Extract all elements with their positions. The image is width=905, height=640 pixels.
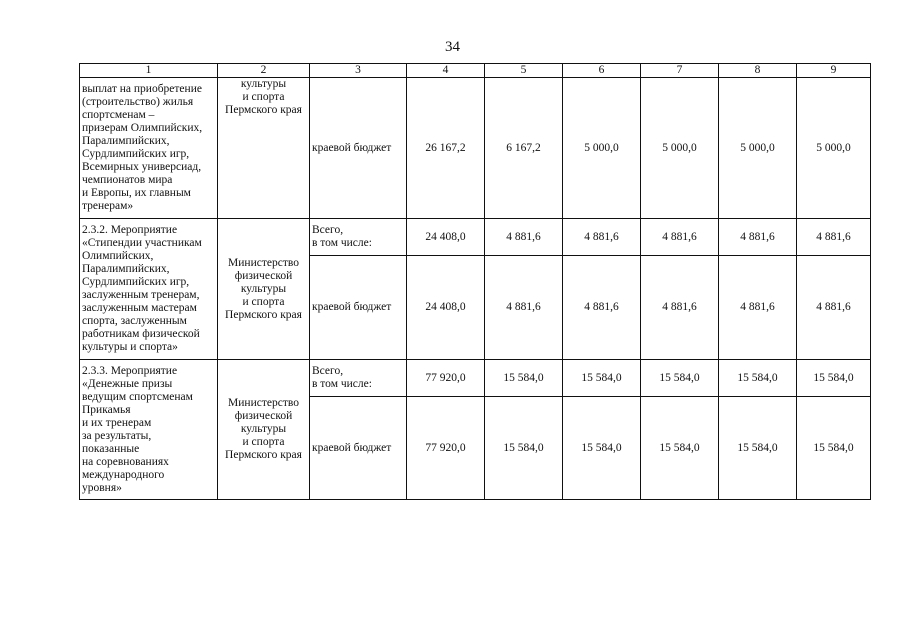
amount-cell: 6 167,2	[485, 78, 563, 219]
responsible-body: Министерство физической культуры и спорта Пермского края	[218, 360, 310, 500]
amount-cell: 24 408,0	[407, 219, 485, 256]
funding-source: Всего, в том числе:	[310, 360, 407, 397]
table-row	[80, 360, 871, 397]
amount-cell: 5 000,0	[719, 78, 797, 219]
funding-source: краевой бюджет	[310, 397, 407, 500]
responsible-body: культуры и спорта Пермского края	[218, 78, 310, 219]
budget-table	[79, 63, 871, 500]
amount-cell: 4 881,6	[719, 219, 797, 256]
amount-cell: 5 000,0	[797, 78, 871, 219]
column-number: 6	[563, 64, 641, 78]
amount-cell: 5 000,0	[641, 78, 719, 219]
amount-cell: 15 584,0	[797, 397, 871, 500]
column-number: 9	[797, 64, 871, 78]
column-number: 1	[80, 64, 218, 78]
amount-cell: 4 881,6	[485, 219, 563, 256]
amount-cell: 15 584,0	[719, 360, 797, 397]
amount-cell: 15 584,0	[485, 397, 563, 500]
amount-cell: 4 881,6	[797, 256, 871, 360]
amount-cell: 77 920,0	[407, 397, 485, 500]
page-number: 34	[445, 39, 460, 55]
funding-source: краевой бюджет	[310, 256, 407, 360]
amount-cell: 4 881,6	[563, 256, 641, 360]
amount-cell: 15 584,0	[641, 397, 719, 500]
table-row	[80, 219, 871, 256]
amount-cell: 15 584,0	[719, 397, 797, 500]
funding-source: краевой бюджет	[310, 78, 407, 219]
amount-cell: 4 881,6	[797, 219, 871, 256]
column-number: 8	[719, 64, 797, 78]
amount-cell: 5 000,0	[563, 78, 641, 219]
column-number: 3	[310, 64, 407, 78]
amount-cell: 4 881,6	[563, 219, 641, 256]
column-number: 5	[485, 64, 563, 78]
amount-cell: 15 584,0	[485, 360, 563, 397]
amount-cell: 24 408,0	[407, 256, 485, 360]
measure-name: 2.3.3. Мероприятие «Денежные призы ведущим спортсменам Прикамья и их тренерам за результаты, показанные на соревнованиях международного уровня»	[80, 360, 218, 500]
table-row	[80, 78, 871, 219]
amount-cell: 4 881,6	[485, 256, 563, 360]
measure-name: выплат на приобретение (строительство) жилья спортсменам – призерам Олимпийских, Паралимпийских, Сурдлимпийских игр, Всемирных универсиад, чемпионатов мира и Европы, их главным тренерам»	[80, 78, 218, 219]
amount-cell: 77 920,0	[407, 360, 485, 397]
amount-cell: 15 584,0	[797, 360, 871, 397]
amount-cell: 15 584,0	[563, 360, 641, 397]
amount-cell: 4 881,6	[641, 219, 719, 256]
column-number-row	[80, 64, 871, 78]
amount-cell: 26 167,2	[407, 78, 485, 219]
measure-name: 2.3.2. Мероприятие «Стипендии участникам Олимпийских, Паралимпийских, Сурдлимпийских игр, заслуженным тренерам, заслуженным мастерам спорта, заслуженным работникам физической культуры и спорта»	[80, 219, 218, 360]
column-number: 7	[641, 64, 719, 78]
amount-cell: 4 881,6	[641, 256, 719, 360]
responsible-body: Министерство физической культуры и спорта Пермского края	[218, 219, 310, 360]
amount-cell: 15 584,0	[563, 397, 641, 500]
amount-cell: 15 584,0	[641, 360, 719, 397]
amount-cell: 4 881,6	[719, 256, 797, 360]
column-number: 4	[407, 64, 485, 78]
funding-source: Всего, в том числе:	[310, 219, 407, 256]
column-number: 2	[218, 64, 310, 78]
